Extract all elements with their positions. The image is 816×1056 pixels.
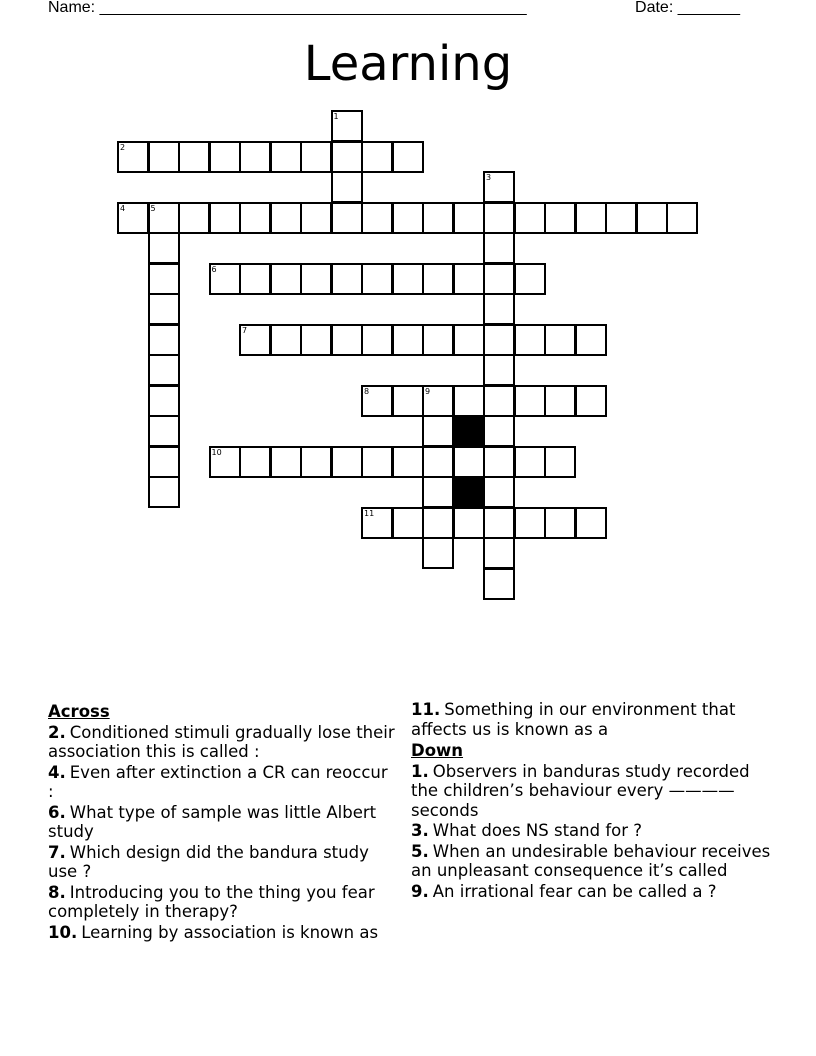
down-heading: Down — [411, 741, 464, 760]
clue-number: 3. — [411, 821, 429, 840]
across-clue-7 — [48, 843, 398, 882]
clue-text: Which design did the bandura study use ? — [48, 842, 369, 881]
grid-cell[interactable] — [483, 446, 515, 478]
grid-cell[interactable] — [270, 263, 302, 295]
grid-cell[interactable] — [331, 110, 363, 142]
clue-text: What type of sample was little Albert study — [48, 802, 377, 841]
clue-number: 1. — [411, 761, 429, 781]
grid-cell[interactable] — [148, 354, 180, 386]
clue-text: Learning by association is known as — [81, 922, 379, 942]
cell-number: 1 — [333, 112, 339, 121]
grid-cell[interactable] — [392, 507, 424, 539]
grid-cell[interactable] — [239, 263, 271, 295]
grid-cell[interactable] — [453, 507, 485, 539]
grid-cell[interactable] — [300, 263, 332, 295]
grid-cell[interactable] — [575, 324, 607, 356]
grid-cell[interactable] — [148, 324, 180, 356]
grid-cell[interactable] — [361, 141, 393, 173]
clue-text: What does NS stand for ? — [432, 821, 643, 840]
clue-number: 11. — [411, 700, 441, 719]
down-clue-1 — [411, 762, 771, 821]
grid-cell[interactable] — [300, 446, 332, 478]
grid-cell[interactable] — [514, 446, 546, 478]
grid-cell[interactable] — [544, 385, 576, 417]
grid-cell[interactable] — [361, 202, 393, 234]
grid-cell[interactable] — [117, 141, 149, 173]
black-cell — [453, 476, 485, 508]
grid-cell[interactable] — [453, 202, 485, 234]
grid-cell[interactable] — [270, 141, 302, 173]
grid-cell[interactable] — [239, 202, 271, 234]
grid-cell[interactable] — [239, 324, 271, 356]
grid-cell[interactable] — [422, 446, 454, 478]
clue-number: 7. — [48, 842, 66, 862]
date-field[interactable]: Date: _______ — [635, 0, 740, 16]
cell-number: 5 — [150, 203, 156, 213]
grid-cell[interactable] — [209, 141, 241, 173]
grid-cell[interactable] — [575, 507, 607, 539]
grid-cell[interactable] — [422, 202, 454, 234]
grid-cell[interactable] — [331, 171, 363, 203]
grid-cell[interactable] — [514, 507, 546, 539]
across-clue-10 — [48, 923, 398, 943]
grid-cell[interactable] — [300, 141, 332, 173]
grid-cell[interactable] — [422, 324, 454, 356]
grid-cell[interactable] — [270, 446, 302, 478]
grid-cell[interactable] — [483, 568, 515, 600]
grid-cell[interactable] — [422, 507, 454, 539]
grid-cell[interactable] — [300, 202, 332, 234]
grid-cell[interactable] — [300, 324, 332, 356]
grid-cell[interactable] — [422, 415, 454, 447]
grid-cell[interactable] — [392, 202, 424, 234]
cell-number: 2 — [120, 142, 126, 152]
grid-cell[interactable] — [392, 446, 424, 478]
grid-cell[interactable] — [392, 385, 424, 417]
clue-number: 2. — [48, 722, 66, 742]
grid-cell[interactable] — [422, 263, 454, 295]
cell-number: 7 — [242, 325, 248, 335]
cell-number: 10 — [211, 447, 222, 457]
grid-cell[interactable] — [392, 324, 424, 356]
grid-cell[interactable] — [148, 141, 180, 173]
grid-cell[interactable] — [483, 171, 515, 203]
clues-right-column — [411, 700, 771, 902]
grid-cell[interactable] — [483, 202, 515, 234]
clues-left-column — [48, 700, 398, 943]
grid-cell[interactable] — [148, 202, 180, 234]
grid-cell[interactable] — [514, 324, 546, 356]
grid-cell[interactable] — [331, 324, 363, 356]
across-clue-6 — [48, 803, 398, 842]
grid-cell[interactable] — [331, 446, 363, 478]
grid-cell[interactable] — [605, 202, 637, 234]
grid-cell[interactable] — [483, 263, 515, 295]
grid-cell[interactable] — [514, 202, 546, 234]
grid-cell[interactable] — [483, 507, 515, 539]
grid-cell[interactable] — [544, 507, 576, 539]
down-clue-3 — [411, 821, 771, 841]
grid-cell[interactable] — [148, 476, 180, 508]
clue-number: 4. — [48, 762, 66, 782]
grid-cell[interactable] — [544, 446, 576, 478]
clue-text: Conditioned stimuli gradually lose their association this is called : — [48, 722, 395, 761]
cell-number: 9 — [425, 386, 431, 396]
page-title: Learning — [303, 36, 513, 92]
name-field[interactable]: Name: ________________________________________________ — [48, 0, 527, 16]
clue-number: 9. — [411, 881, 429, 901]
down-clue-5 — [411, 842, 771, 881]
grid-cell[interactable] — [422, 476, 454, 508]
cell-number: 8 — [364, 386, 370, 396]
grid-cell[interactable] — [483, 385, 515, 417]
grid-cell[interactable] — [544, 202, 576, 234]
clue-text: Observers in banduras study recorded the children’s behaviour every ———— seconds — [411, 761, 750, 820]
grid-cell[interactable] — [422, 537, 454, 569]
grid-cell[interactable] — [148, 263, 180, 295]
grid-cell[interactable] — [514, 385, 546, 417]
grid-cell[interactable] — [422, 385, 454, 417]
grid-cell[interactable] — [636, 202, 668, 234]
grid-cell[interactable] — [514, 263, 546, 295]
across-heading: Across — [48, 702, 110, 721]
grid-cell[interactable] — [117, 202, 149, 234]
grid-cell[interactable] — [178, 202, 210, 234]
grid-cell[interactable] — [483, 415, 515, 447]
grid-cell[interactable] — [148, 385, 180, 417]
cell-number: 11 — [364, 508, 375, 518]
clue-text: An irrational fear can be called a ? — [432, 881, 717, 901]
clue-number: 8. — [48, 882, 66, 902]
black-cell — [453, 415, 485, 447]
clue-number: 6. — [48, 802, 66, 822]
across-clue-8 — [48, 883, 398, 922]
grid-cell[interactable] — [392, 263, 424, 295]
across-clue-2 — [48, 723, 398, 762]
grid-cell[interactable] — [453, 263, 485, 295]
clue-text: Even after extinction a CR can reoccur : — [48, 762, 388, 801]
grid-cell[interactable] — [361, 446, 393, 478]
grid-cell[interactable] — [361, 324, 393, 356]
across-clue-4 — [48, 763, 398, 802]
clue-number: 10. — [48, 922, 78, 942]
grid-cell[interactable] — [331, 202, 363, 234]
grid-cell[interactable] — [148, 415, 180, 447]
grid-cell[interactable] — [483, 324, 515, 356]
grid-cell[interactable] — [361, 507, 393, 539]
grid-cell[interactable] — [331, 263, 363, 295]
clue-text: Something in our environment that affects us is known as a — [411, 700, 736, 739]
cell-number: 3 — [486, 173, 492, 182]
cell-number: 6 — [211, 264, 217, 274]
grid-cell[interactable] — [544, 324, 576, 356]
grid-cell[interactable] — [148, 232, 180, 264]
grid-cell[interactable] — [483, 476, 515, 508]
grid-cell[interactable] — [209, 263, 241, 295]
clue-text: Introducing you to the thing you fear completely in therapy? — [48, 882, 375, 921]
grid-cell[interactable] — [361, 385, 393, 417]
grid-cell[interactable] — [270, 324, 302, 356]
clue-text: When an undesirable behaviour receives an unpleasant consequence it’s called — [411, 841, 771, 880]
grid-cell[interactable] — [361, 263, 393, 295]
grid-cell[interactable] — [483, 232, 515, 264]
grid-cell[interactable] — [178, 141, 210, 173]
grid-cell[interactable] — [331, 141, 363, 173]
grid-cell[interactable] — [453, 385, 485, 417]
grid-cell[interactable] — [666, 202, 698, 234]
grid-cell[interactable] — [148, 446, 180, 478]
grid-cell[interactable] — [483, 537, 515, 569]
grid-cell[interactable] — [575, 202, 607, 234]
grid-cell[interactable] — [392, 141, 424, 173]
clue-number: 5. — [411, 841, 429, 861]
grid-cell[interactable] — [148, 293, 180, 325]
grid-cell[interactable] — [483, 293, 515, 325]
grid-cell[interactable] — [483, 354, 515, 386]
grid-cell[interactable] — [270, 202, 302, 234]
down-clue-9 — [411, 882, 771, 902]
grid-cell[interactable] — [575, 385, 607, 417]
grid-cell[interactable] — [453, 446, 485, 478]
cell-number: 4 — [120, 203, 126, 213]
grid-cell[interactable] — [209, 446, 241, 478]
grid-cell[interactable] — [239, 141, 271, 173]
grid-cell[interactable] — [209, 202, 241, 234]
across-clue-11 — [411, 700, 771, 739]
grid-cell[interactable] — [453, 324, 485, 356]
grid-cell[interactable] — [239, 446, 271, 478]
